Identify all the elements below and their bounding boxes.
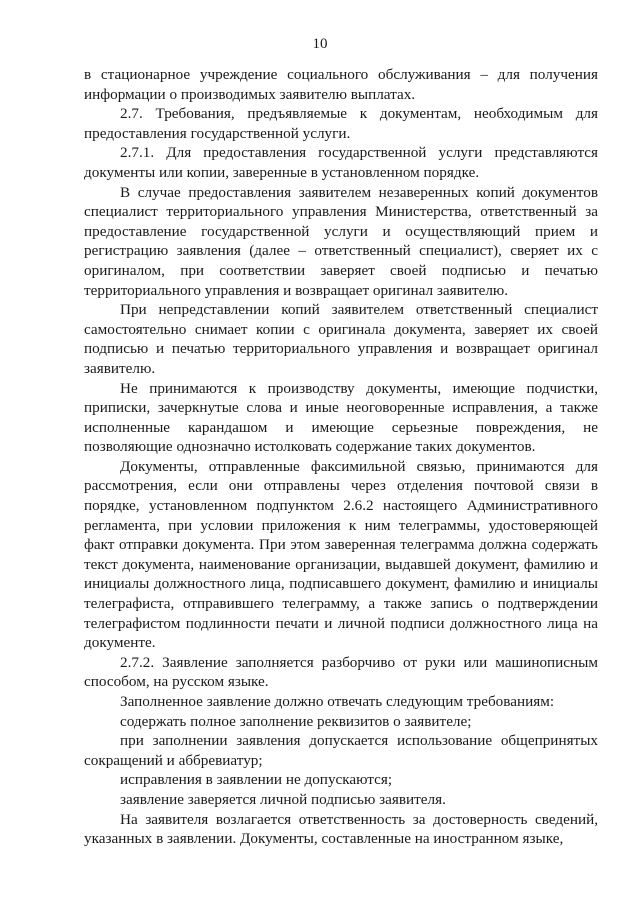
paragraph-section-2-7-1: 2.7.1. Для предоставления государственной услуги представляются документы или копии, заверенные в установленном порядке. xyxy=(84,144,598,181)
paragraph-requirement-2: при заполнении заявления допускается использование общепринятых сокращений и аббревиатур; xyxy=(84,732,598,769)
paragraph-not-accepted: Не принимаются к производству документы, имеющие подчистки, приписки, зачеркнутые слова и иные неоговоренные исправления, а также исполненные карандашом и имеющие серьезные повреждения, не позволяющие однозначно истолковать содержание таких документов. xyxy=(84,379,598,456)
paragraph-requirement-4: заявление заверяется личной подписью заявителя. xyxy=(120,790,446,808)
paragraph-requirement-1: содержать полное заполнение реквизитов о заявителе; xyxy=(120,712,472,730)
paragraph-requirement-3: исправления в заявлении не допускаются; xyxy=(120,771,393,789)
paragraph-copies-not-provided: При непредставлении копий заявителем ответственный специалист самостоятельно снимает копии с оригинала документа, заверяет их своей подписью и печатью территориального управления и возвращает оригинал заявителю. xyxy=(84,301,598,377)
page-number: 10 xyxy=(312,36,328,52)
document-body xyxy=(84,65,598,849)
paragraph-section-2-7-2: 2.7.2. Заявление заполняется разборчиво от руки или машинописным способом, на русском языке. xyxy=(84,653,598,691)
paragraph-requirements-intro: Заполненное заявление должно отвечать следующим требованиям: xyxy=(120,693,555,710)
paragraph-unverified-copies: В случае предоставления заявителем незаверенных копий документов специалист территориального управления Министерства, ответственный за предоставление государственной услуги и осуществляющий прием и регистрацию заявления (далее – ответственный специалист), сверяет их с оригиналом, при соответствии заверяет своей подписью и печатью территориального управления и возвращает оригинал заявителю. xyxy=(84,183,598,299)
paragraph-section-2-7: 2.7. Требования, предъявляемые к документам, необходимым для предоставления государственной услуги. xyxy=(84,105,598,142)
paragraph-continuation: в стационарное учреждение социального обслуживания – для получения информации о производимых заявителю выплатах. xyxy=(84,66,598,103)
paragraph-fax-documents: Документы, отправленные факсимильной связью, принимаются для рассмотрения, если они отправлены через отделения почтовой связи в порядке, установленном подпунктом 2.6.2 настоящего Административного регламента, при условии приложения к ним телеграммы, удостоверяющей факт отправки документа. При этом заверенная телеграмма должна содержать текст документа, наименование организации, выдавшей документ, фамилию и инициалы должностного лица, подписавшего документ, фамилию и инициалы телеграфиста, отправившего телеграмму, а также запись о подтверждении телеграфистом подлинности печати и личной подписи должностного лица на документе. xyxy=(84,457,598,652)
paragraph-responsibility: На заявителя возлагается ответственность за достоверность сведений, указанных в заявлении. Документы, составленные на иностранном языке, xyxy=(84,810,598,848)
